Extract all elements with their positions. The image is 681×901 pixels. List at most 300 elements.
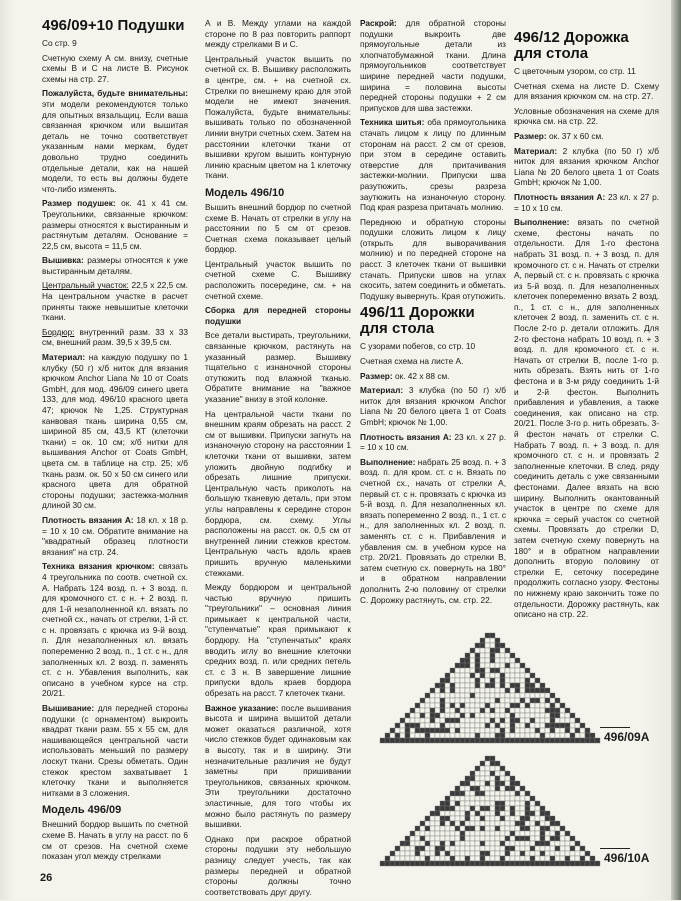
chart-cell-filled <box>550 703 555 708</box>
chart-cell-empty <box>540 723 545 728</box>
chart-cell-filled <box>525 816 530 821</box>
chart-cell-filled <box>450 861 455 866</box>
chart-cell-empty <box>505 826 510 831</box>
chart-cell-empty <box>510 733 515 738</box>
chart-cell-empty <box>525 733 530 738</box>
chart-cell-empty <box>455 831 460 836</box>
chart-cell-filled <box>500 766 505 771</box>
chart-cell-empty <box>440 733 445 738</box>
chart-cell-filled <box>520 826 525 831</box>
chart-cell-empty <box>475 648 480 653</box>
chart-cell-empty <box>515 786 520 791</box>
chart-cell-empty <box>485 713 490 718</box>
chart-cell-filled <box>490 708 495 713</box>
chart-cell-empty <box>500 703 505 708</box>
chart-cell-empty <box>435 856 440 861</box>
chart-cell-empty <box>415 841 420 846</box>
chart-cell-empty <box>505 723 510 728</box>
chart-cell-filled <box>475 668 480 673</box>
chart-cell-filled <box>415 738 420 743</box>
chart-cell-empty <box>530 806 535 811</box>
paragraph <box>205 703 351 830</box>
chart-cell-empty <box>535 831 540 836</box>
chart-cell-filled <box>495 668 500 673</box>
chart-cell-empty <box>480 663 485 668</box>
chart-cell-filled <box>535 738 540 743</box>
chart-cell-filled <box>450 738 455 743</box>
chart-cell-empty <box>495 728 500 733</box>
chart-cell-empty <box>525 851 530 856</box>
paragraph <box>360 18 506 113</box>
paragraph <box>42 515 188 557</box>
chart-cell-empty <box>465 836 470 841</box>
chart-cell-empty <box>530 733 535 738</box>
chart-cell-filled <box>475 678 480 683</box>
chart-cell-empty <box>525 856 530 861</box>
chart-cell-empty <box>470 683 475 688</box>
chart-cell-filled <box>410 738 415 743</box>
chart-cell-filled <box>585 851 590 856</box>
chart-cell-empty <box>485 688 490 693</box>
chart-cell-filled <box>500 643 505 648</box>
chart-cell-filled <box>435 728 440 733</box>
chart-cell-filled <box>495 781 500 786</box>
chart-cell-empty <box>430 698 435 703</box>
chart-cell-empty <box>420 851 425 856</box>
chart-cell-filled <box>430 738 435 743</box>
chart-cell-empty <box>555 841 560 846</box>
chart-cell-empty <box>480 698 485 703</box>
chart-cell-empty <box>500 698 505 703</box>
chart-cell-filled <box>500 733 505 738</box>
chart-cell-filled <box>435 846 440 851</box>
chart-cell-empty <box>485 728 490 733</box>
chart-cell-empty <box>490 816 495 821</box>
chart-cell-empty <box>450 846 455 851</box>
chart-cell-empty <box>535 811 540 816</box>
chart-cell-filled <box>550 728 555 733</box>
chart-cell-empty <box>560 718 565 723</box>
chart-cell-empty <box>455 723 460 728</box>
chart-cell-empty <box>460 846 465 851</box>
chart-cell-empty <box>410 836 415 841</box>
chart-cell-empty <box>475 851 480 856</box>
chart-cell-empty <box>455 851 460 856</box>
text: для обратной стороны подушки выкроить две прямоугольные детали из хлопчатобумажной ткани. Длина прямоугольников соответствует ширине передней части подушки, ширина = половина высоты передней стороны подушки + 2 см припусков для шва застежки. <box>360 18 506 113</box>
chart-cell-empty <box>530 713 535 718</box>
chart-cell-empty <box>475 856 480 861</box>
chart-cell-filled <box>555 861 560 866</box>
chart-cell-empty <box>490 713 495 718</box>
chart-cell-empty <box>515 693 520 698</box>
chart-cell-filled <box>535 841 540 846</box>
chart-cell-empty <box>535 826 540 831</box>
chart-cell-filled <box>545 698 550 703</box>
chart-cell-empty <box>475 723 480 728</box>
chart-cell-filled <box>410 723 415 728</box>
chart-cell-filled <box>390 861 395 866</box>
chart-cell-empty <box>480 723 485 728</box>
text: для передней стороны подушки (с орнаментом) выкроить квадрат ткани разм. 55 x 55 см, для нашивающейся центральной части использовать меньший по размеру лоскут ткани. Срезы обметать. Один стежок крестом захватывает 1 клеточку ткани и выполняется нитками в 3 сложения. <box>42 703 188 798</box>
chart-cell-filled <box>440 821 445 826</box>
chart-cell-empty <box>535 806 540 811</box>
chart-cell-filled <box>565 831 570 836</box>
chart-cell-filled <box>380 738 385 743</box>
chart-cell-filled <box>535 688 540 693</box>
chart-cell-filled <box>550 713 555 718</box>
chart-cell-filled <box>565 728 570 733</box>
chart-cell-filled <box>455 801 460 806</box>
chart-cell-empty <box>515 668 520 673</box>
chart-cell-filled <box>425 733 430 738</box>
chart-cell-empty <box>505 811 510 816</box>
chart-cell-filled <box>450 668 455 673</box>
chart-cell-empty <box>490 821 495 826</box>
chart-cell-empty <box>485 643 490 648</box>
chart-cell-empty <box>460 796 465 801</box>
chart-cell-empty <box>410 718 415 723</box>
chart-cell-filled <box>440 688 445 693</box>
chart-cell-empty <box>455 856 460 861</box>
chart-cell-empty <box>400 728 405 733</box>
chart-cell-empty <box>495 718 500 723</box>
chart-cell-filled <box>545 861 550 866</box>
chart-cell-empty <box>410 728 415 733</box>
chart-cell-empty <box>495 688 500 693</box>
chart-cell-filled <box>580 856 585 861</box>
chart-cell-empty <box>490 796 495 801</box>
chart-cell-empty <box>485 733 490 738</box>
chart-cell-filled <box>460 738 465 743</box>
chart-cell-filled <box>460 791 465 796</box>
chart-cell-empty <box>470 668 475 673</box>
chart-cell-empty <box>415 718 420 723</box>
subsection-title: Модель 496/10 <box>205 186 285 199</box>
paragraph: На центральной части ткани по внешним краям обрезать на расст. 2 см от вышивки. Припуски загнуть на изнаночную сторону на расстоянии 1 клеточки ткани от вышивки, затем уложить двойную подгибку и обрезать лишние припуски. Центральную часть приколоть на большую тканевую деталь, при этом углы направлены к середине сторон бордюра, см. схему. Углы расположены на расст. ок. 0,5 см от внутренней линии стежков крестом. Центральную часть вдоль краев пришить вручную маленькими стежками. <box>205 408 351 578</box>
chart-cell-filled <box>510 846 515 851</box>
paragraph: Внешний бордюр вышить по счетной схеме В. Начать в углу на расст. по 6 см от срезов. На счетной схеме показан угол между стрелками <box>42 819 188 862</box>
chart-cell-filled <box>520 816 525 821</box>
chart-cell-empty <box>450 836 455 841</box>
chart-cell-empty <box>505 841 510 846</box>
chart-cell-empty <box>520 688 525 693</box>
chart-cell-empty <box>545 733 550 738</box>
chart-cell-empty <box>490 698 495 703</box>
chart-cell-empty <box>485 836 490 841</box>
chart-cell-empty <box>520 723 525 728</box>
chart-cell-empty <box>490 806 495 811</box>
chart-cell-filled <box>540 738 545 743</box>
chart-cell-empty <box>495 851 500 856</box>
chart-cell-empty <box>435 718 440 723</box>
chart-cell-filled <box>470 693 475 698</box>
chart-cell-filled <box>440 698 445 703</box>
paragraph <box>42 280 188 322</box>
chart-cell-filled <box>510 831 515 836</box>
chart-cell-empty <box>440 831 445 836</box>
chart-cell-filled <box>490 668 495 673</box>
chart-cell-empty <box>480 846 485 851</box>
chart-cell-filled <box>440 703 445 708</box>
chart-cell-filled <box>540 811 545 816</box>
chart-cell-filled <box>405 728 410 733</box>
chart-cell-empty <box>395 856 400 861</box>
chart-cell-filled <box>460 836 465 841</box>
chart-cell-empty <box>530 703 535 708</box>
chart-cell-filled <box>560 861 565 866</box>
chart-cell-filled <box>440 708 445 713</box>
paragraph <box>514 217 659 620</box>
chart-cell-filled <box>510 861 515 866</box>
chart-cell-empty <box>480 648 485 653</box>
chart-cell-filled <box>490 771 495 776</box>
chart-cell-filled <box>465 663 470 668</box>
chart-cell-filled <box>535 821 540 826</box>
chart-cell-filled <box>500 856 505 861</box>
chart-cell-empty <box>505 653 510 658</box>
chart-cell-empty <box>455 713 460 718</box>
chart-cell-empty <box>405 856 410 861</box>
chart-cell-filled <box>585 861 590 866</box>
chart-cell-empty <box>445 693 450 698</box>
chart-cell-filled <box>435 861 440 866</box>
chart-cell-filled <box>450 688 455 693</box>
chart-cell-empty <box>490 846 495 851</box>
chart-cell-empty <box>415 856 420 861</box>
chart-cell-filled <box>505 836 510 841</box>
chart-cell-empty <box>440 693 445 698</box>
chart-cell-empty <box>470 728 475 733</box>
chart-cell-filled <box>420 821 425 826</box>
chart-label-496-09a: 496/09A <box>604 730 650 744</box>
chart-cell-filled <box>415 826 420 831</box>
chart-cell-filled <box>465 776 470 781</box>
chart-cell-empty <box>500 786 505 791</box>
chart-cell-empty <box>490 733 495 738</box>
chart-cell-filled <box>520 861 525 866</box>
chart-cell-empty <box>425 703 430 708</box>
chart-cell-empty <box>545 851 550 856</box>
text: на каждую подушку по 1 клубку (50 г) х/б ниток для вязания крючком Anchor Liana № 10 от Coats GmbH, для мод. 496/09 синего цвета 133, для мод. 496/10 красного цвета 47; крючок № 1,25. Структурная канвовая ткань ширина 0,55 см, шириной 85 см, 43,5 КТ (клеточки ткани) = ок. 10 см; х/б нитки для вышивания Anchor от Coats GmbH, цвета см. в таблице на стр. 25; х/б ткань разм. ок. 50 x 50 см синего или красного цвета для обратной стороны подушки; застежка-молния длиной 30 см. <box>42 352 188 511</box>
chart-cell-filled <box>505 771 510 776</box>
label: Размер подушек: <box>42 198 116 209</box>
chart-cell-empty <box>505 831 510 836</box>
chart-cell-empty <box>435 708 440 713</box>
chart-cell-empty <box>430 703 435 708</box>
chart-cell-filled <box>565 708 570 713</box>
chart-cell-filled <box>415 728 420 733</box>
chart-cell-filled <box>550 723 555 728</box>
chart-cell-empty <box>510 678 515 683</box>
chart-cell-empty <box>430 856 435 861</box>
chart-cell-filled <box>390 851 395 856</box>
chart-cell-empty <box>460 708 465 713</box>
chart-cell-filled <box>500 683 505 688</box>
chart-cell-empty <box>530 728 535 733</box>
chart-cell-empty <box>560 708 565 713</box>
chart-cell-filled <box>570 738 575 743</box>
chart-cell-empty <box>545 728 550 733</box>
chart-cell-empty <box>425 698 430 703</box>
chart-cell-empty <box>485 653 490 658</box>
chart-cell-empty <box>575 851 580 856</box>
chart-cell-empty <box>515 841 520 846</box>
chart-cell-empty <box>555 718 560 723</box>
chart-cell-filled <box>450 856 455 861</box>
chart-cell-empty <box>495 663 500 668</box>
chart-cell-filled <box>435 851 440 856</box>
chart-cell-empty <box>515 796 520 801</box>
chart-cell-filled <box>440 801 445 806</box>
chart-cell-filled <box>505 663 510 668</box>
chart-cell-filled <box>525 826 530 831</box>
chart-cell-empty <box>550 846 555 851</box>
chart-cell-filled <box>405 841 410 846</box>
chart-cell-empty <box>470 851 475 856</box>
chart-cell-empty <box>470 856 475 861</box>
chart-cell-empty <box>450 708 455 713</box>
chart-cell-filled <box>475 738 480 743</box>
chart-cell-empty <box>515 678 520 683</box>
chart-cell-empty <box>415 836 420 841</box>
chart-cell-filled <box>415 861 420 866</box>
chart-cell-filled <box>440 841 445 846</box>
chart-cell-empty <box>550 841 555 846</box>
chart-cell-filled <box>525 723 530 728</box>
chart-cell-empty <box>460 733 465 738</box>
chart-cell-filled <box>510 776 515 781</box>
chart-cell-empty <box>525 841 530 846</box>
paragraph <box>42 561 188 699</box>
text: 18 кл. x 18 р. = 10 x 10 см. Обратите внимание на "квадратный образец плотности вязания" на стр. 24. <box>42 514 188 557</box>
chart-cell-filled <box>405 733 410 738</box>
chart-cell-empty <box>570 723 575 728</box>
chart-cell-empty <box>460 678 465 683</box>
chart-cell-empty <box>565 846 570 851</box>
paragraph <box>42 327 188 348</box>
chart-cell-empty <box>495 703 500 708</box>
chart-cell-empty <box>520 718 525 723</box>
chart-cell-empty <box>530 836 535 841</box>
chart-cell-filled <box>550 708 555 713</box>
chart-cell-empty <box>475 796 480 801</box>
chart-cell-empty <box>410 841 415 846</box>
chart-cell-empty <box>525 673 530 678</box>
chart-cell-empty <box>425 836 430 841</box>
label: Размер: <box>514 130 547 141</box>
chart-cell-empty <box>500 653 505 658</box>
chart-cell-empty <box>445 821 450 826</box>
chart-cell-empty <box>505 806 510 811</box>
label: Материал: <box>42 352 86 363</box>
chart-cell-empty <box>470 781 475 786</box>
chart-cell-empty <box>460 851 465 856</box>
chart-cell-empty <box>475 821 480 826</box>
chart-cell-filled <box>515 718 520 723</box>
chart-cell-filled <box>555 713 560 718</box>
chart-cell-filled <box>465 781 470 786</box>
chart-cell-empty <box>500 648 505 653</box>
ref-text: Счетную схему А см. внизу, счетные схемы В и С на листе В. Рисунок схемы на стр. 27. <box>42 52 188 84</box>
chart-cell-empty <box>450 698 455 703</box>
paragraph: Вышить внешний бордюр по счетной схеме В. Начать от стрелки в углу на расстоянии по 5 см от срезов. Счетная схема показывает целый бордюр. <box>205 201 351 255</box>
text: набрать 25 возд. п. + 3 возд. п. для кром. ст. с н. Вязать по счетной сх., начать от стрелки А, первый ст. с н. провязать с крючка из 5-й возд. п. Для незаполненных кл. вязать попеременно 2 возд. п., 1 ст. с н., для заполненных кл. 2 возд. п. заменять ст. с н. Прибавления и убавления см. в учебном курсе на стр. 20/21. Провязать до стрелки В, затем счетную сх. повернуть на 180° и в обратном направлении дополнить 2-ю половину от стрелки С. Дорожку растянуть, см. стр. 22. <box>360 456 507 605</box>
chart-cell-filled <box>500 806 505 811</box>
chart-cell-filled <box>530 688 535 693</box>
chart-cell-empty <box>420 703 425 708</box>
chart-cell-empty <box>535 816 540 821</box>
chart-cell-empty <box>465 698 470 703</box>
chart-cell-filled <box>505 688 510 693</box>
chart-cell-filled <box>465 653 470 658</box>
chart-cell-empty <box>485 831 490 836</box>
chart-cell-filled <box>570 861 575 866</box>
chart-cell-empty <box>495 836 500 841</box>
chart-cell-filled <box>485 633 490 638</box>
chart-cell-empty <box>490 776 495 781</box>
chart-cell-filled <box>450 821 455 826</box>
chart-cell-empty <box>500 821 505 826</box>
chart-cell-empty <box>485 786 490 791</box>
chart-cell-empty <box>530 708 535 713</box>
chart-cell-empty <box>485 811 490 816</box>
chart-cell-filled <box>495 806 500 811</box>
chart-cell-empty <box>535 708 540 713</box>
chart-cell-empty <box>445 688 450 693</box>
paragraph <box>42 88 188 194</box>
chart-cell-empty <box>485 638 490 643</box>
chart-cell-empty <box>500 663 505 668</box>
paragraph: Центральный участок вышить по счетной схеме С. Вышивку расположить посередине, см. + на счетной схеме. <box>205 258 351 301</box>
chart-cell-empty <box>540 693 545 698</box>
chart-cell-empty <box>410 713 415 718</box>
chart-cell-filled <box>420 738 425 743</box>
chart-cell-empty <box>530 816 535 821</box>
chart-cell-empty <box>495 821 500 826</box>
chart-cell-empty <box>480 776 485 781</box>
chart-cell-empty <box>445 733 450 738</box>
ref-text: Условные обозначения на схеме для крючка см. на стр. 22. <box>514 105 659 127</box>
chart-cell-filled <box>395 738 400 743</box>
chart-cell-filled <box>400 841 405 846</box>
chart-cell-empty <box>480 766 485 771</box>
chart-cell-empty <box>450 723 455 728</box>
chart-cell-filled <box>470 861 475 866</box>
chart-cell-empty <box>490 801 495 806</box>
chart-cell-empty <box>470 801 475 806</box>
chart-cell-empty <box>470 836 475 841</box>
chart-cell-filled <box>425 738 430 743</box>
chart-cell-filled <box>515 738 520 743</box>
chart-cell-empty <box>510 821 515 826</box>
ref-text: Со стр. 9 <box>42 38 77 48</box>
chart-cell-empty <box>485 771 490 776</box>
chart-cell-empty <box>425 821 430 826</box>
chart-cell-empty <box>495 841 500 846</box>
chart-cell-empty <box>460 816 465 821</box>
chart-cell-filled <box>385 861 390 866</box>
chart-cell-filled <box>480 806 485 811</box>
chart-cell-empty <box>465 688 470 693</box>
chart-cell-filled <box>515 861 520 866</box>
chart-cell-filled <box>435 806 440 811</box>
chart-cell-filled <box>405 738 410 743</box>
chart-cell-filled <box>410 861 415 866</box>
chart-cell-empty <box>430 831 435 836</box>
paragraph <box>360 117 506 212</box>
page-number: 26 <box>40 872 53 884</box>
chart-cell-empty <box>515 826 520 831</box>
